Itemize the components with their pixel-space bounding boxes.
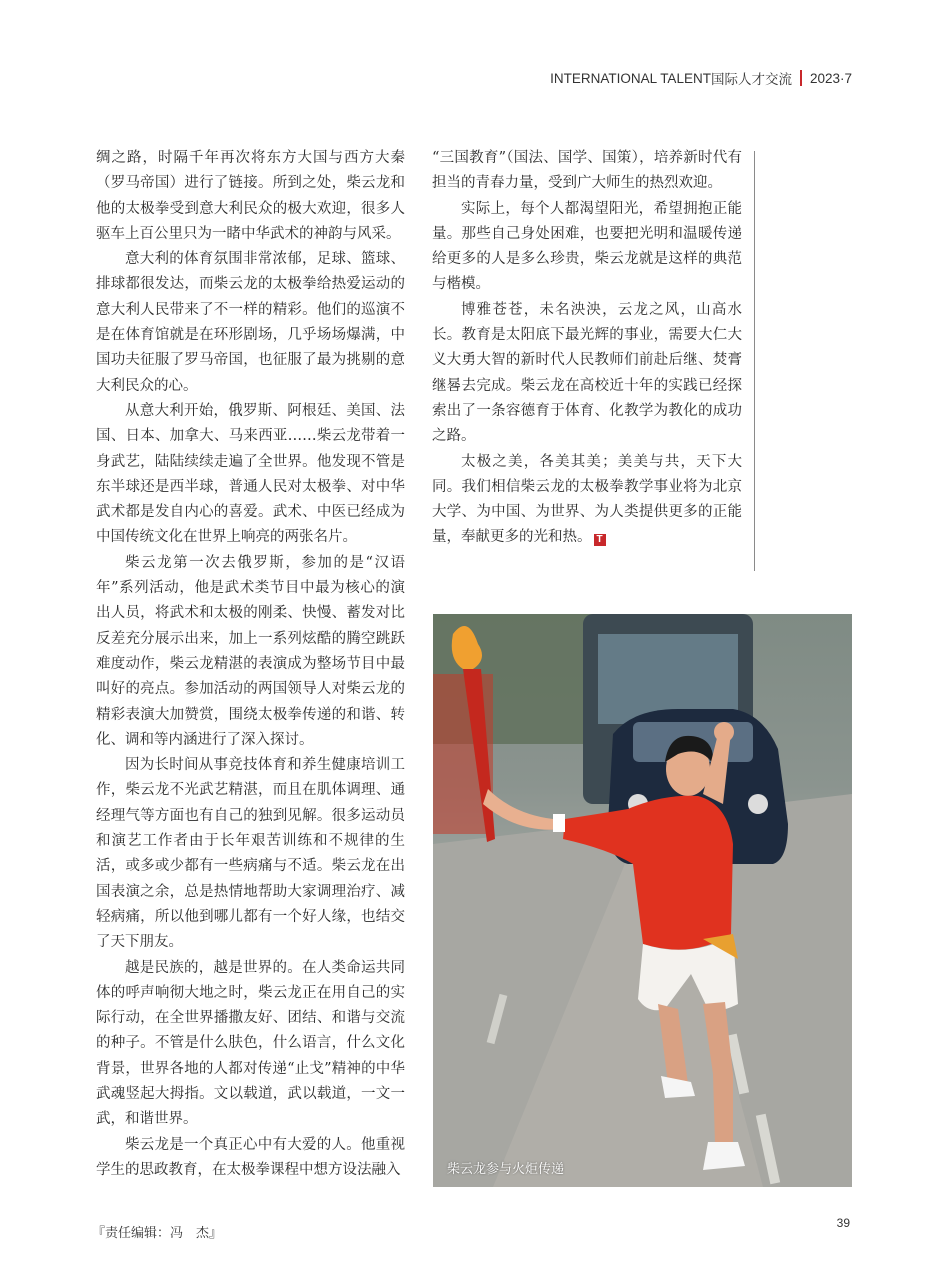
page-number: 39 [836,1216,850,1230]
editor-credit: 『责任编辑：冯 杰』 [92,1225,223,1240]
paragraph: 因为长时间从事竞技体育和养生健康培训工作，柴云龙不光武艺精湛，而且在肌体调理、通经理气等方面也有自己的独到见解。很多运动员和演艺工作者由于长年艰苦训练和不规律的生活，或多或少都有一些病痛与不适。柴云龙在出国表演之余，总是热情地帮助大家调理治疗、减轻病痛，所以他到哪儿都有一个好人缘，也结交了天下朋友。 [96,757,405,951]
photo-illustration [433,614,852,1187]
magazine-name-en: INTERNATIONAL TALENT [550,70,711,86]
end-mark-icon: T [594,534,606,546]
paragraph-text: 太极之美，各美其美；美美与共，天下大同。我们相信柴云龙的太极拳教学事业将为北京大学、为中国、为世界、为人类提供更多的正能量，奉献更多的光和热。 [432,453,742,546]
magazine-name-cn: 国际人才交流 [710,72,792,87]
paragraph: 越是民族的，越是世界的。在人类命运共同体的呼声响彻大地之时，柴云龙正在用自己的实际行动，在全世界播撒友好、团结、和谐与交流的种子。不管是什么肤色，什么语言，什么文化背景，世界各地的人都对传递“止戈”精神的中华武魂竖起大拇指。文以载道，武以载道，一文一武，和谐世界。 [96,959,405,1128]
paragraph: 柴云龙是一个真正心中有大爱的人。他重视学生的思政教育，在太极拳课程中想方设法融入 [96,1136,405,1178]
column-rule [754,151,755,571]
paragraph: 绸之路，时隔千年再次将东方大国与西方大秦（罗马帝国）进行了链接。所到之处，柴云龙和他的太极拳受到意大利民众的极大欢迎，很多人驱车上百公里只为一睹中华武术的神韵与风采。 [96,150,405,242]
header-divider [800,70,802,86]
issue-number: 2023·7 [809,70,852,86]
paragraph: “三国教育”（国法、国学、国策），培养新时代有担当的青春力量，受到广大师生的热烈欢迎。 [432,150,742,192]
torch-relay-photo [433,614,852,1187]
article-column-right [432,146,742,551]
paragraph: 从意大利开始，俄罗斯、阿根廷、美国、法国、日本、加拿大、马来西亚……柴云龙带着一身武艺，陆陆续续走遍了全世界。他发现不管是东半球还是西半球，普通人民对太极拳、对中华武术都是发自内心的喜爱。武术、中医已经成为中国传统文化在世界上响亮的两张名片。 [96,402,405,546]
paragraph: 实际上，每个人都渴望阳光，希望拥抱正能量。那些自己身处困难，也要把光明和温暖传递给更多的人是多么珍贵，柴云龙就是这样的典范与楷模。 [432,200,742,293]
paragraph-last [432,450,742,551]
paragraph: 意大利的体育氛围非常浓郁，足球、篮球、排球都很发达，而柴云龙的太极拳给热爱运动的意大利人民带来了不一样的精彩。他们的巡演不是在体育馆就是在环形剧场，几乎场场爆满，中国功夫征服了罗马帝国，也征服了最为挑剔的意大利民众的心。 [96,251,405,394]
article-column-left [96,146,405,1183]
paragraph: 博雅苍苍，未名泱泱，云龙之风，山高水长。教育是太阳底下最光辉的事业，需要大仁大义大勇大智的新时代人民教师们前赴后继、焚膏继晷去完成。柴云龙在高校近十年的实践已经探索出了一条容德育于体育、化教学为教化的成功之路。 [432,301,742,445]
running-header [550,68,852,88]
photo-caption: 柴云龙参与火炬传递 [447,1161,565,1176]
paragraph: 柴云龙第一次去俄罗斯，参加的是“汉语年”系列活动，他是武术类节目中最为核心的演出人员，将武术和太极的刚柔、快慢、蓄发对比反差充分展示出来，加上一系列炫酷的腾空跳跃难度动作，柴云龙精湛的表演成为整场节目中最叫好的亮点。参加活动的两国领导人对柴云龙的精彩表演大加赞赏，围绕太极拳传递的和谐、转化、调和等内涵进行了深入探讨。 [96,554,405,748]
